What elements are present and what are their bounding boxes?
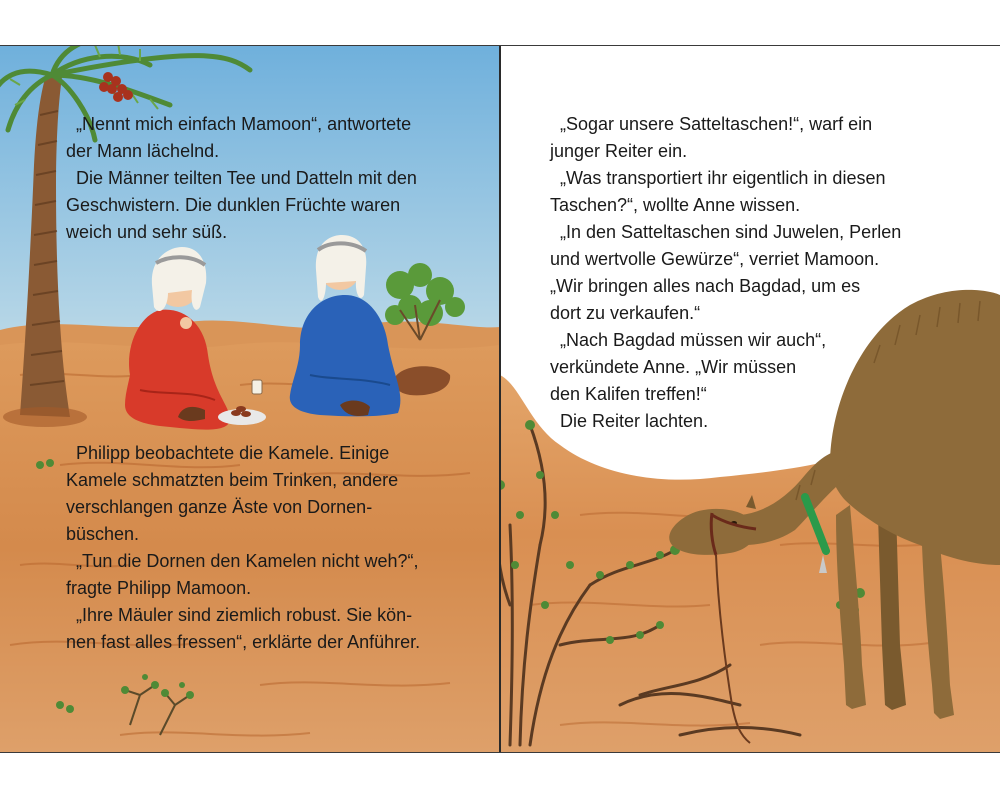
text-line: weich und sehr süß. [66, 222, 228, 242]
text-line: „In den Satteltaschen sind Juwelen, Perlen [550, 222, 902, 242]
left-page-top-text [66, 111, 417, 246]
text-line: nen fast alles fressen“, erklärte der Anführer. [66, 632, 421, 652]
page-gutter [499, 45, 501, 753]
text-line: „Nennt mich einfach Mamoon“, antwortete [66, 114, 412, 134]
book-spread [0, 45, 1000, 753]
text-line: Die Männer teilten Tee und Datteln mit den [66, 168, 417, 188]
text-line: Die Reiter lachten. [550, 411, 709, 431]
text-line: „Wir bringen alles nach Bagdad, um es [550, 276, 861, 296]
right-page [500, 45, 1000, 753]
text-line: Geschwistern. Die dunklen Früchte waren [66, 195, 401, 215]
text-line: Kamele schmatzten beim Trinken, andere [66, 470, 399, 490]
text-line: junger Reiter ein. [550, 141, 688, 161]
text-line: dort zu verkaufen.“ [550, 303, 701, 323]
text-line: Philipp beobachtete die Kamele. Einige [66, 443, 390, 463]
left-page-bottom-text [66, 440, 420, 656]
text-line: den Kalifen treffen!“ [550, 384, 707, 404]
text-line: und wertvolle Gewürze“, verriet Mamoon. [550, 249, 880, 269]
right-page-text [550, 111, 901, 435]
text-line: „Was transportiert ihr eigentlich in diesen [550, 168, 886, 188]
text-line: Taschen?“, wollte Anne wissen. [550, 195, 801, 215]
text-line: „Tun die Dornen den Kamelen nicht weh?“, [66, 551, 419, 571]
left-page [0, 45, 500, 753]
text-line: der Mann lächelnd. [66, 141, 220, 161]
text-line: verkündete Anne. „Wir müssen [550, 357, 797, 377]
text-line: „Ihre Mäuler sind ziemlich robust. Sie kön- [66, 605, 413, 625]
text-line: „Sogar unsere Satteltaschen!“, warf ein [550, 114, 873, 134]
text-line: verschlangen ganze Äste von Dornen- [66, 497, 373, 517]
text-line: büschen. [66, 524, 140, 544]
text-line: fragte Philipp Mamoon. [66, 578, 252, 598]
text-line: „Nach Bagdad müssen wir auch“, [550, 330, 827, 350]
